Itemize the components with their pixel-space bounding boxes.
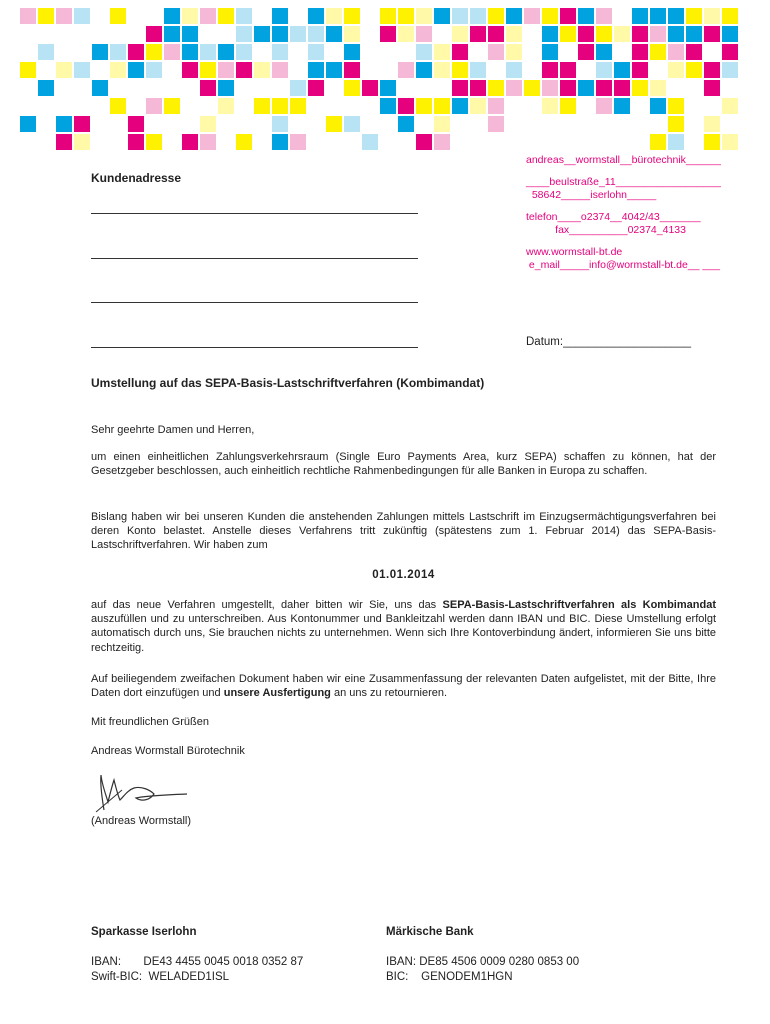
mosaic-tile xyxy=(146,98,162,114)
mosaic-tile xyxy=(146,134,162,150)
mosaic-tile xyxy=(182,44,198,60)
mosaic-tile xyxy=(362,80,378,96)
bank-right-bic: BIC: GENODEM1HGN xyxy=(386,971,513,983)
mosaic-tile xyxy=(650,80,666,96)
mosaic-tile xyxy=(128,44,144,60)
mosaic-tile xyxy=(200,80,216,96)
mosaic-tile xyxy=(452,26,468,42)
mosaic-tile xyxy=(272,116,288,132)
sender-company: andreas__wormstall__bürotechnik______ xyxy=(526,154,721,166)
mosaic-tile xyxy=(452,98,468,114)
mosaic-tile xyxy=(704,62,720,78)
mosaic-tile xyxy=(722,62,738,78)
mosaic-tile xyxy=(506,80,522,96)
mosaic-tile xyxy=(20,8,36,24)
mosaic-tile xyxy=(344,80,360,96)
mosaic-tile xyxy=(470,80,486,96)
mosaic-tile xyxy=(722,98,738,114)
mosaic-tile xyxy=(344,26,360,42)
mosaic-tile xyxy=(236,62,252,78)
paragraph-2: Bislang haben wir bei unseren Kunden die anstehenden Zahlungen mittels Lastschrift im Einzugsermächtigungsverfahren bei deren Konto belastet. Anstelle dieses Verfahrens tritt zukünftig (spätestens zum 1. Februar 2014) das SEPA-Basis-Lastschriftverfahren. Wir haben zum xyxy=(91,511,716,552)
mosaic-tile xyxy=(650,134,666,150)
mosaic-tile xyxy=(164,98,180,114)
mosaic-tile xyxy=(272,62,288,78)
mosaic-tile xyxy=(200,44,216,60)
mosaic-tile xyxy=(308,80,324,96)
mosaic-tile xyxy=(470,98,486,114)
mosaic-tile xyxy=(650,98,666,114)
mosaic-tile xyxy=(416,26,432,42)
mosaic-tile xyxy=(722,8,738,24)
paragraph-4 xyxy=(91,672,716,700)
bank-left-bic: Swift-BIC: WELADED1ISL xyxy=(91,971,230,983)
mosaic-tile xyxy=(704,80,720,96)
mosaic-tile xyxy=(578,44,594,60)
paragraph-4-bold: unsere Ausfertigung xyxy=(223,687,331,700)
mosaic-tile xyxy=(146,26,162,42)
mosaic-tile xyxy=(542,8,558,24)
mosaic-tile xyxy=(92,44,108,60)
mosaic-tile xyxy=(560,98,576,114)
address-line[interactable] xyxy=(91,302,418,303)
mosaic-tile xyxy=(596,26,612,42)
mosaic-tile xyxy=(218,98,234,114)
mosaic-tile xyxy=(650,44,666,60)
mosaic-tile xyxy=(344,8,360,24)
mosaic-tile xyxy=(326,62,342,78)
mosaic-tile xyxy=(416,62,432,78)
mosaic-tile xyxy=(632,8,648,24)
mosaic-tile xyxy=(668,44,684,60)
mosaic-tile xyxy=(344,62,360,78)
mosaic-tile xyxy=(668,134,684,150)
mosaic-tile xyxy=(704,134,720,150)
paragraph-3 xyxy=(91,598,716,655)
mosaic-tile xyxy=(146,62,162,78)
date-field[interactable]: Datum:____________________ xyxy=(526,336,691,348)
mosaic-tile xyxy=(236,26,252,42)
mosaic-tile xyxy=(272,98,288,114)
mosaic-tile xyxy=(110,62,126,78)
mosaic-tile xyxy=(56,8,72,24)
sender-fax: fax__________02374_4133 xyxy=(526,224,686,236)
mosaic-tile xyxy=(686,62,702,78)
mosaic-tile xyxy=(110,98,126,114)
mosaic-tile xyxy=(614,98,630,114)
mosaic-tile xyxy=(20,116,36,132)
paragraph-3-text-b: auszufüllen und zu unterschreiben. Aus Kontonummer und Bankleitzahl werden dann IBAN und BIC. Diese Umstellung erfolgt automatisch durch uns, Sie brauchen nichts zu unternehmen. Wenn sich Ihre Kontoverbindung ändert, informieren Sie uns bitte rechtzeitig. xyxy=(91,613,716,654)
customer-address-label: Kundenadresse xyxy=(91,171,182,185)
mosaic-tile xyxy=(434,8,450,24)
mosaic-tile xyxy=(182,8,198,24)
mosaic-tile xyxy=(308,62,324,78)
paragraph-4-text-b: an uns zu retournieren. xyxy=(330,687,448,700)
mosaic-tile xyxy=(452,8,468,24)
mosaic-tile xyxy=(128,134,144,150)
mosaic-tile xyxy=(272,8,288,24)
address-line[interactable] xyxy=(91,347,418,348)
mosaic-tile xyxy=(560,62,576,78)
mosaic-tile xyxy=(362,134,378,150)
mosaic-tile xyxy=(668,8,684,24)
mosaic-tile xyxy=(164,8,180,24)
mosaic-tile xyxy=(578,26,594,42)
mosaic-tile xyxy=(596,44,612,60)
mosaic-tile xyxy=(200,62,216,78)
mosaic-tile xyxy=(614,80,630,96)
mosaic-tile xyxy=(416,98,432,114)
mosaic-tile xyxy=(38,44,54,60)
mosaic-tile xyxy=(560,8,576,24)
bank-right-iban: IBAN: DE85 4506 0009 0280 0853 00 xyxy=(386,956,580,968)
mosaic-tile xyxy=(254,98,270,114)
mosaic-tile xyxy=(218,62,234,78)
mosaic-tile xyxy=(686,44,702,60)
mosaic-tile xyxy=(110,44,126,60)
mosaic-tile xyxy=(578,80,594,96)
mosaic-tile xyxy=(416,8,432,24)
mosaic-tile xyxy=(398,8,414,24)
mosaic-tile xyxy=(308,44,324,60)
signer-name: (Andreas Wormstall) xyxy=(91,815,192,827)
mosaic-tile xyxy=(74,8,90,24)
mosaic-tile xyxy=(272,134,288,150)
mosaic-tile xyxy=(722,44,738,60)
company-name: Andreas Wormstall Bürotechnik xyxy=(91,745,245,757)
mosaic-tile xyxy=(434,98,450,114)
mosaic-tile xyxy=(506,62,522,78)
mosaic-tile xyxy=(74,62,90,78)
mosaic-tile xyxy=(488,8,504,24)
paragraph-3-bold: SEPA-Basis-Lastschriftverfahren als Kombimandat xyxy=(442,599,716,611)
mosaic-tile xyxy=(38,8,54,24)
mosaic-tile xyxy=(488,44,504,60)
mosaic-tile xyxy=(56,62,72,78)
letter-subject: Umstellung auf das SEPA-Basis-Lastschriftverfahren (Kombimandat) xyxy=(91,376,485,390)
salutation: Sehr geehrte Damen und Herren, xyxy=(91,424,255,436)
mosaic-tile xyxy=(506,44,522,60)
mosaic-tile xyxy=(380,80,396,96)
mosaic-tile xyxy=(704,26,720,42)
mosaic-tile xyxy=(290,98,306,114)
mosaic-tile xyxy=(110,8,126,24)
sender-email[interactable]: e_mail_____info@wormstall-bt.de__ ___ xyxy=(526,259,720,271)
mosaic-tile xyxy=(74,116,90,132)
mosaic-tile xyxy=(398,98,414,114)
mosaic-tile xyxy=(542,98,558,114)
mosaic-tile xyxy=(470,62,486,78)
mosaic-tile xyxy=(290,26,306,42)
mosaic-tile xyxy=(308,26,324,42)
mosaic-tile xyxy=(506,26,522,42)
sender-phone: telefon____o2374__4042/43_______ xyxy=(526,211,701,223)
mosaic-tile xyxy=(182,134,198,150)
mosaic-tile xyxy=(596,80,612,96)
mosaic-tile xyxy=(632,62,648,78)
mosaic-tile xyxy=(596,62,612,78)
mosaic-tile xyxy=(92,80,108,96)
mosaic-tile xyxy=(272,44,288,60)
mosaic-tile xyxy=(632,44,648,60)
bank-left-iban: IBAN: DE43 4455 0045 0018 0352 87 xyxy=(91,956,304,968)
mosaic-tile xyxy=(38,80,54,96)
mosaic-tile xyxy=(344,116,360,132)
mosaic-tile xyxy=(74,134,90,150)
mosaic-tile xyxy=(398,62,414,78)
mosaic-tile xyxy=(524,80,540,96)
closing: Mit freundlichen Grüßen xyxy=(91,716,209,728)
changeover-date: 01.01.2014 xyxy=(372,569,435,581)
paragraph-4-text-a: Auf beiliegendem zweifachen Dokument haben wir eine Zusammenfassung der relevanten Daten aufgelistet, mit der Bitte, Ihre Daten dort einzufügen und xyxy=(91,673,716,700)
mosaic-tile xyxy=(452,44,468,60)
mosaic-tile xyxy=(146,44,162,60)
mosaic-tile xyxy=(668,26,684,42)
handwritten-signature xyxy=(92,770,192,815)
mosaic-tile xyxy=(434,62,450,78)
mosaic-tile xyxy=(650,8,666,24)
mosaic-tile xyxy=(470,26,486,42)
mosaic-tile xyxy=(470,8,486,24)
mosaic-tile xyxy=(488,98,504,114)
mosaic-tile xyxy=(380,26,396,42)
mosaic-tile xyxy=(398,116,414,132)
mosaic-tile xyxy=(668,62,684,78)
mosaic-tile xyxy=(524,8,540,24)
bank-right xyxy=(386,925,579,985)
mosaic-tile xyxy=(56,116,72,132)
mosaic-tile xyxy=(236,134,252,150)
mosaic-tile xyxy=(380,98,396,114)
mosaic-tile xyxy=(650,26,666,42)
mosaic-tile xyxy=(434,116,450,132)
sender-street: ____beulstraße_11__________________ xyxy=(526,176,721,188)
mosaic-tile xyxy=(722,134,738,150)
mosaic-tile xyxy=(200,116,216,132)
mosaic-tile xyxy=(722,26,738,42)
address-line[interactable] xyxy=(91,213,418,214)
mosaic-tile xyxy=(344,44,360,60)
mosaic-tile xyxy=(128,116,144,132)
mosaic-tile xyxy=(326,8,342,24)
mosaic-tile xyxy=(416,134,432,150)
mosaic-tile xyxy=(632,26,648,42)
mosaic-tile xyxy=(164,26,180,42)
sender-address-block xyxy=(526,154,721,272)
mosaic-tile xyxy=(236,44,252,60)
mosaic-tile xyxy=(416,44,432,60)
mosaic-tile xyxy=(272,26,288,42)
mosaic-tile xyxy=(218,80,234,96)
mosaic-tile xyxy=(200,8,216,24)
mosaic-tile xyxy=(686,8,702,24)
mosaic-tile xyxy=(488,116,504,132)
mosaic-tile xyxy=(560,26,576,42)
mosaic-tile xyxy=(488,26,504,42)
mosaic-tile xyxy=(632,80,648,96)
mosaic-tile xyxy=(254,62,270,78)
paragraph-1: um einen einheitlichen Zahlungsverkehrsraum (Single Euro Payments Area, kurz SEPA) schaffen zu können, hat der Gesetzgeber beschlossen, auch einheitlich rechtliche Rahmenbedingungen für alle Banken in Europa zu schaffen. xyxy=(91,451,716,478)
bank-right-name: Märkische Bank xyxy=(386,926,474,938)
mosaic-tile xyxy=(20,62,36,78)
mosaic-tile xyxy=(452,80,468,96)
mosaic-tile xyxy=(704,116,720,132)
header-color-mosaic xyxy=(0,0,770,160)
mosaic-tile xyxy=(668,116,684,132)
mosaic-tile xyxy=(542,80,558,96)
bank-left-name: Sparkasse Iserlohn xyxy=(91,926,197,938)
sender-website[interactable]: www.wormstall-bt.de xyxy=(526,246,623,258)
mosaic-tile xyxy=(56,134,72,150)
mosaic-tile xyxy=(218,8,234,24)
mosaic-tile xyxy=(596,98,612,114)
mosaic-tile xyxy=(398,26,414,42)
mosaic-tile xyxy=(128,62,144,78)
mosaic-tile xyxy=(614,26,630,42)
mosaic-tile xyxy=(182,62,198,78)
mosaic-tile xyxy=(578,8,594,24)
bank-left xyxy=(91,925,303,985)
mosaic-tile xyxy=(200,134,216,150)
mosaic-tile xyxy=(290,134,306,150)
mosaic-tile xyxy=(326,26,342,42)
mosaic-tile xyxy=(704,8,720,24)
paragraph-3-text-a: auf das neue Verfahren umgestellt, daher bitten wir Sie, uns das xyxy=(91,599,443,611)
mosaic-tile xyxy=(452,62,468,78)
mosaic-tile xyxy=(218,44,234,60)
address-line[interactable] xyxy=(91,258,418,259)
mosaic-tile xyxy=(596,8,612,24)
mosaic-tile xyxy=(686,26,702,42)
mosaic-tile xyxy=(236,8,252,24)
mosaic-tile xyxy=(254,26,270,42)
mosaic-tile xyxy=(668,98,684,114)
mosaic-tile xyxy=(326,116,342,132)
mosaic-tile xyxy=(182,26,198,42)
mosaic-tile xyxy=(290,80,306,96)
mosaic-tile xyxy=(560,80,576,96)
mosaic-tile xyxy=(542,26,558,42)
mosaic-tile xyxy=(434,44,450,60)
mosaic-tile xyxy=(542,44,558,60)
mosaic-tile xyxy=(506,8,522,24)
mosaic-tile xyxy=(164,44,180,60)
mosaic-tile xyxy=(488,80,504,96)
sender-city: 58642_____iserlohn_____ xyxy=(526,189,657,201)
mosaic-tile xyxy=(542,62,558,78)
mosaic-tile xyxy=(308,8,324,24)
mosaic-tile xyxy=(434,134,450,150)
mosaic-tile xyxy=(614,62,630,78)
mosaic-tile xyxy=(380,8,396,24)
